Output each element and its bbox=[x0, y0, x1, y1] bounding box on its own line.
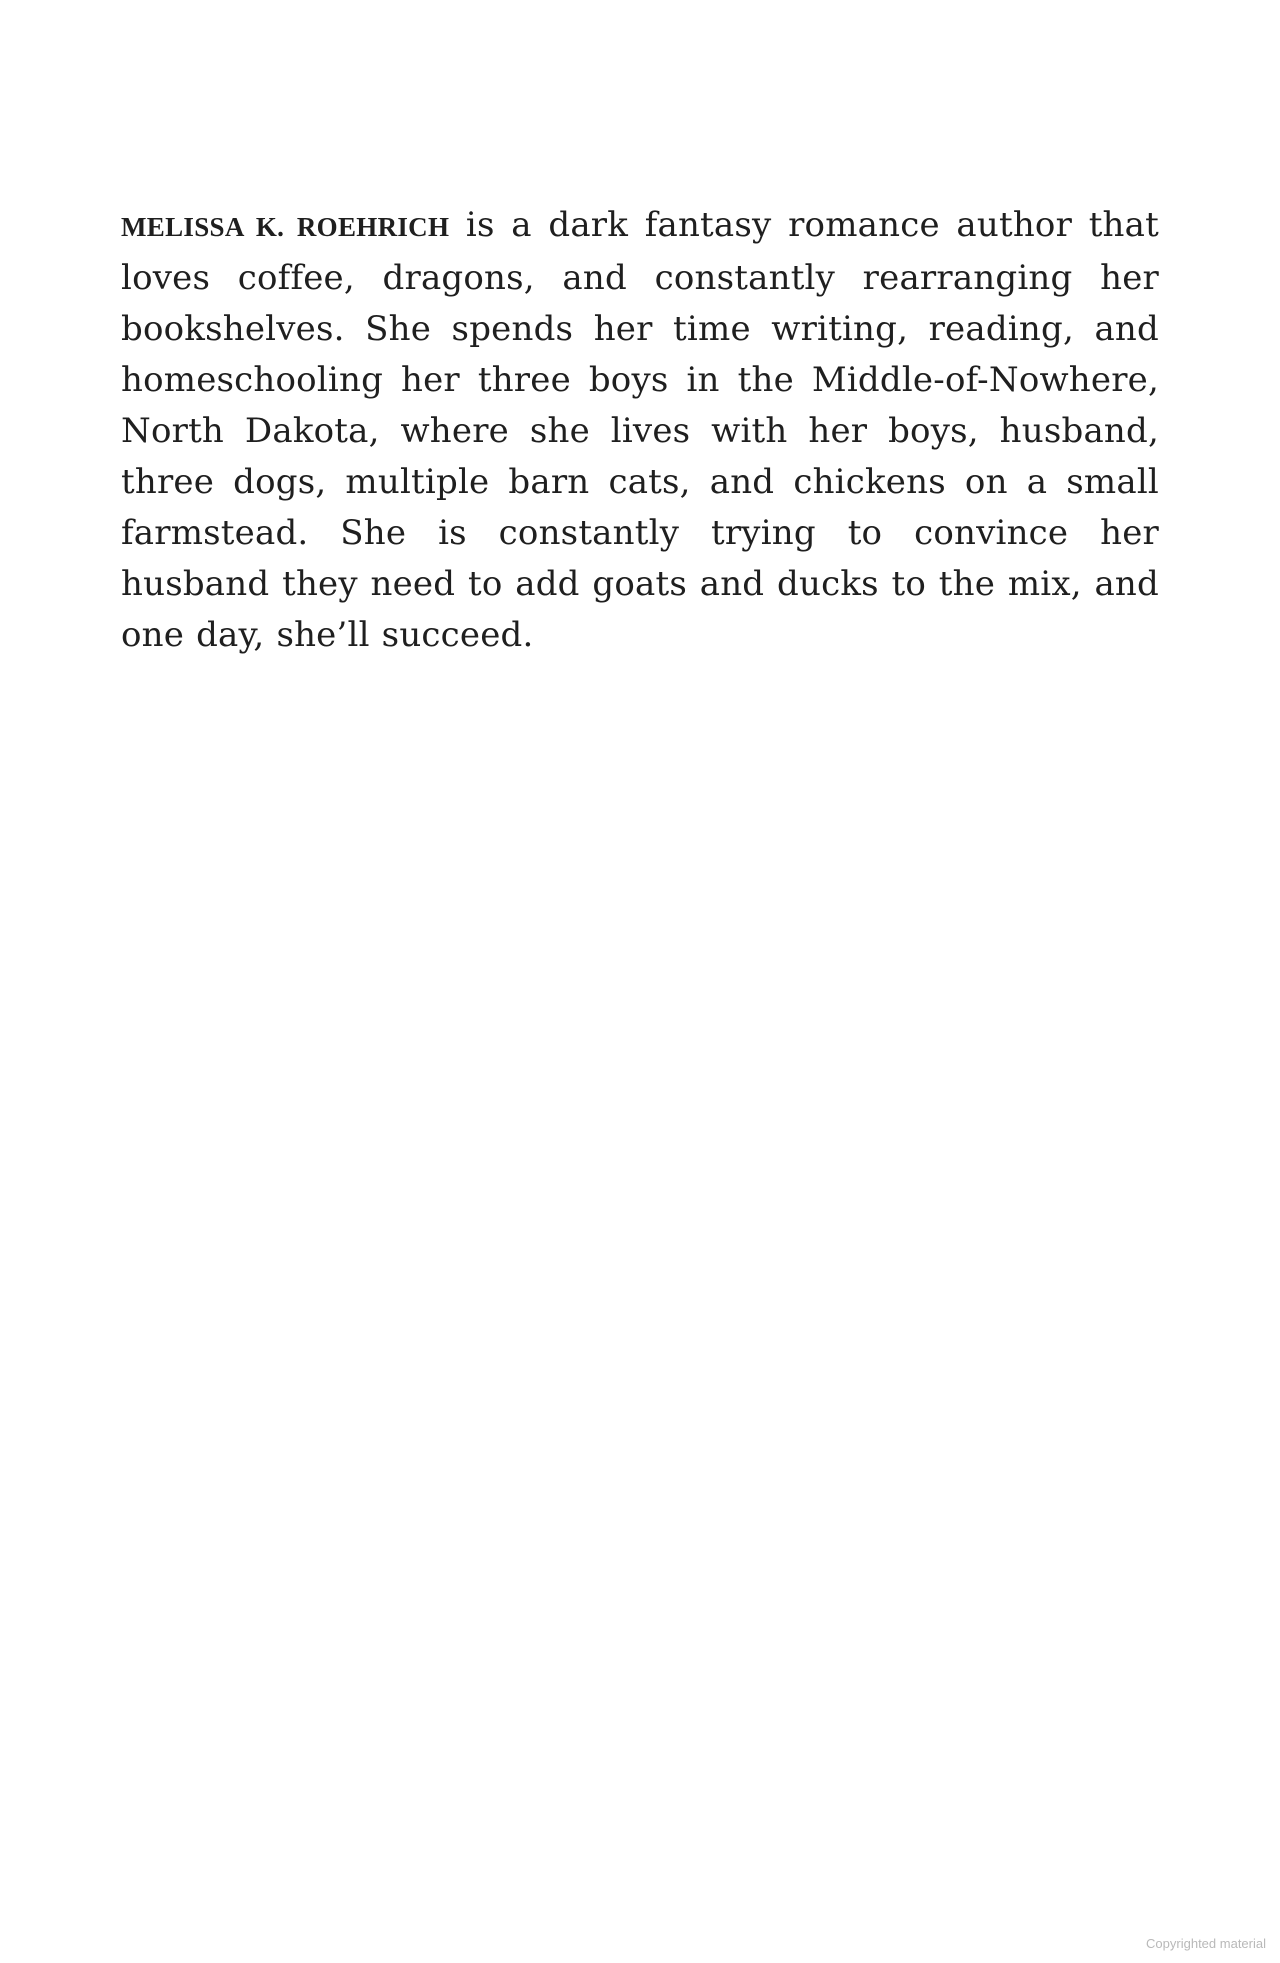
author-name: MELISSA K. ROEHRICH bbox=[121, 212, 450, 242]
copyright-watermark: Copyrighted material bbox=[1146, 1936, 1266, 1951]
author-bio-paragraph bbox=[121, 200, 1159, 661]
author-bio-text: is a dark fantasy romance author that loves coffee, dragons, and constantly rearranging her bookshelves. She spends her time writing, reading, and homeschooling her three boys in the Middle-of-Nowhere, North Dakota, where she lives with her boys, husband, three dogs, multiple barn cats, and chickens on a small farmstead. She is constantly trying to convince her husband they need to add goats and ducks to the mix, and one day, she’ll succeed. bbox=[121, 205, 1159, 655]
